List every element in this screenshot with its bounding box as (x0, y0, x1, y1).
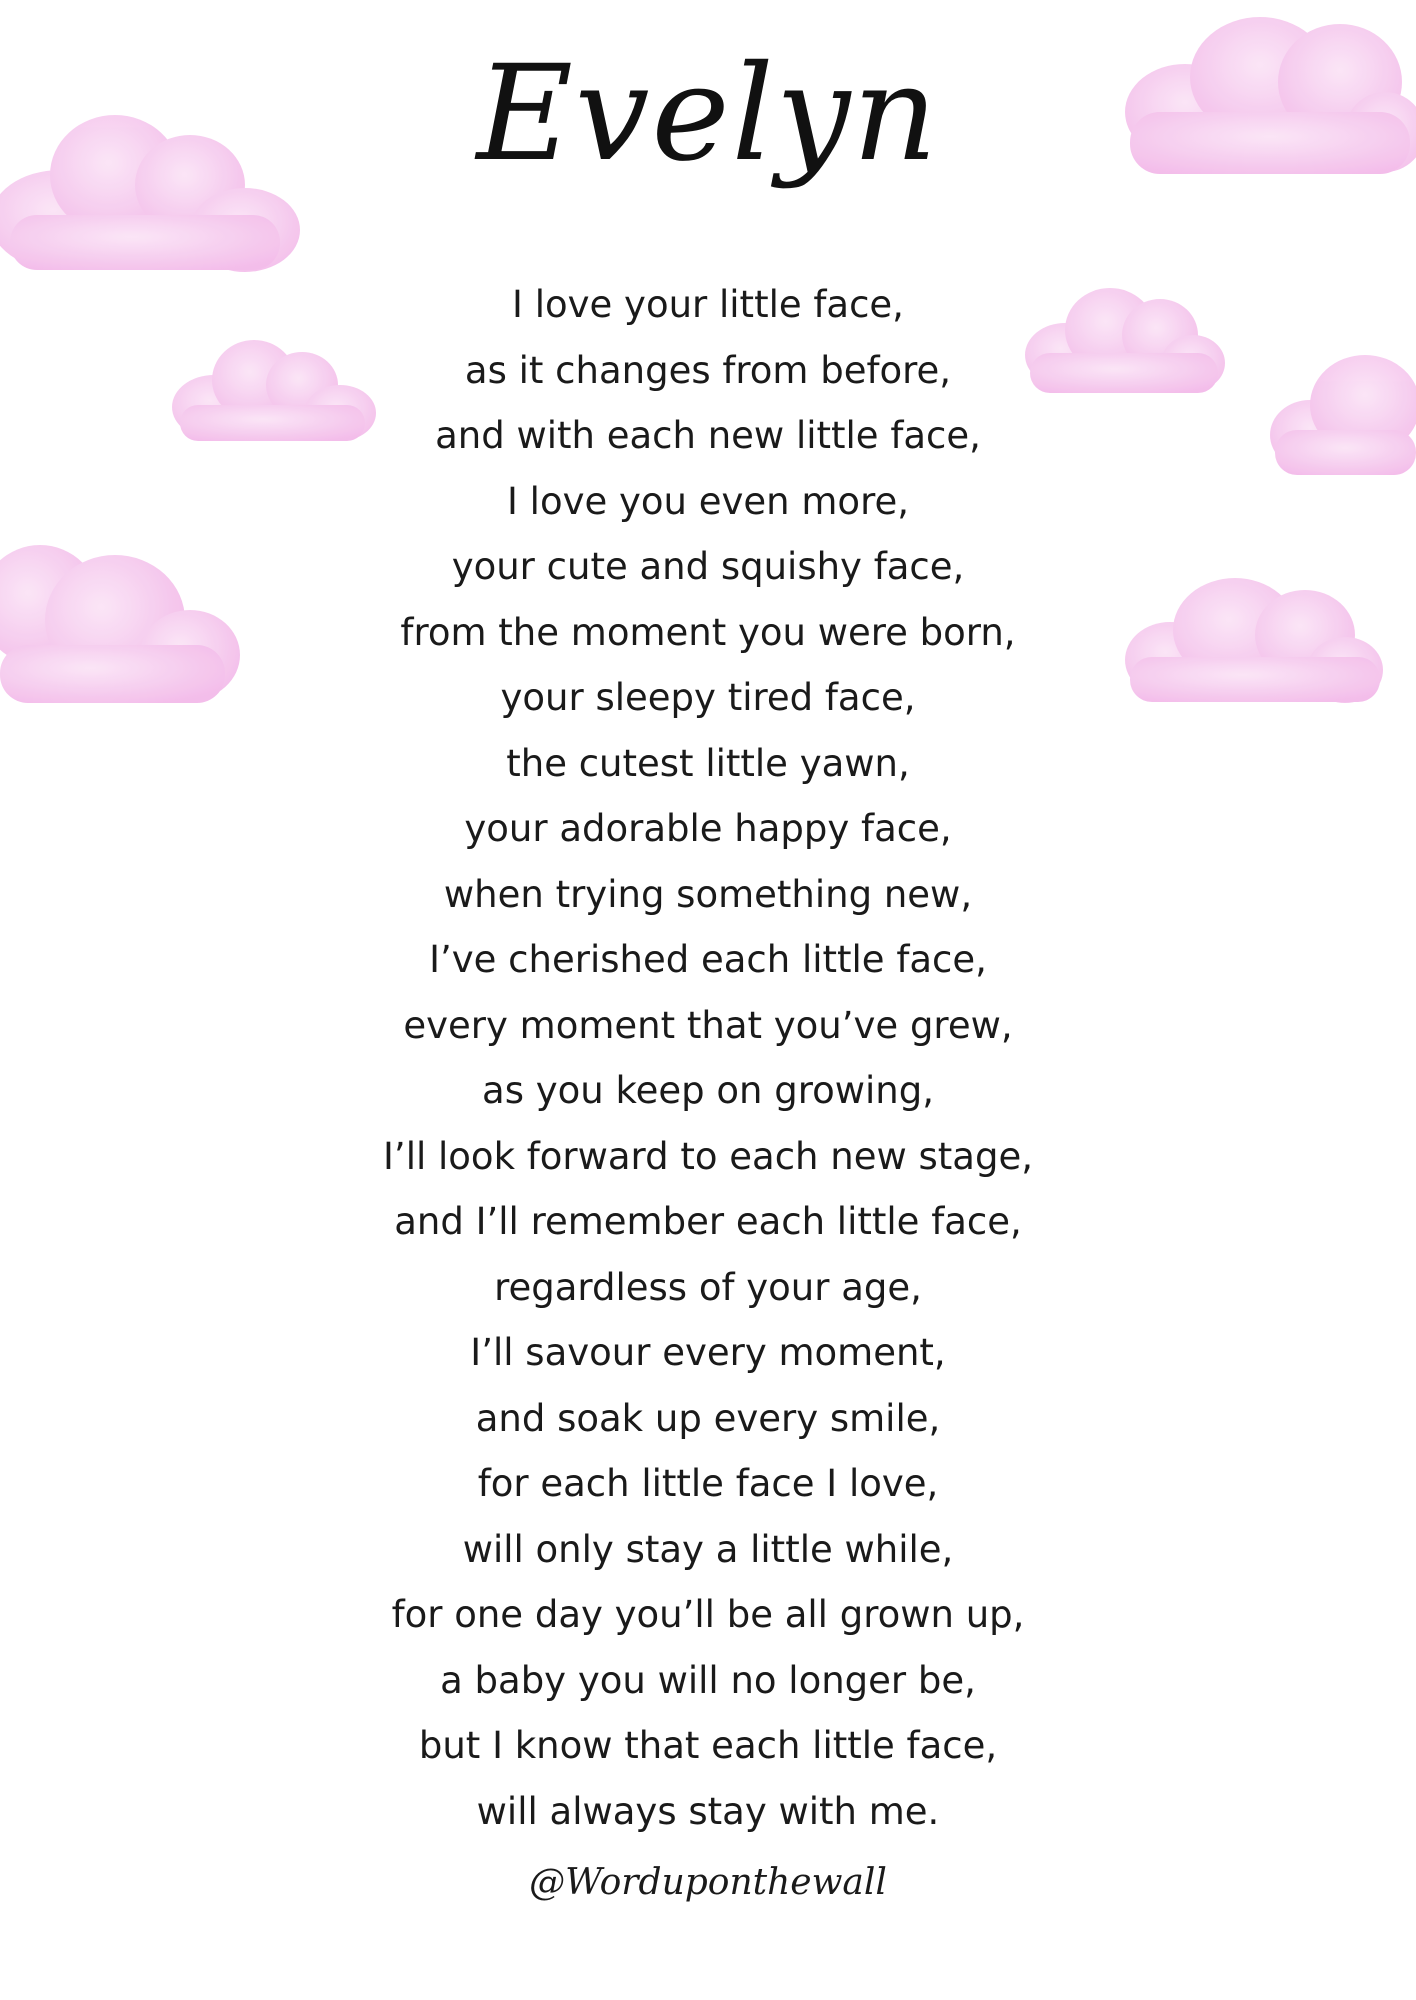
poem-line: and I’ll remember each little face, (394, 1200, 1022, 1243)
author-handle: @Worduponthewall (529, 1862, 887, 1903)
poem-line: I’ll savour every moment, (470, 1331, 946, 1374)
poem-line: your cute and squishy face, (451, 545, 965, 588)
poem-line: from the moment you were born, (400, 610, 1016, 654)
poem-line: as it changes from before, (464, 348, 952, 392)
poem-line: as you keep on growing, (482, 1069, 934, 1112)
poem-line: a baby you will no longer be, (440, 1658, 976, 1702)
poem-line: your adorable happy face, (464, 807, 952, 850)
poem-line: but I know that each little face, (418, 1724, 998, 1767)
poem-line: your sleepy tired face, (500, 676, 916, 719)
poem-line: and with each new little face, (435, 414, 981, 457)
poem-line: for one day you’ll be all grown up, (391, 1593, 1025, 1636)
poem-line: I’ll look forward to each new stage, (383, 1134, 1033, 1178)
poem-line: and soak up every smile, (475, 1396, 941, 1440)
poem-line: for each little face I love, (477, 1462, 939, 1505)
poem-line: every moment that you’ve grew, (403, 1003, 1013, 1047)
poem-line: the cutest little yawn, (506, 741, 910, 785)
poem-line: I love your little face, (512, 283, 904, 326)
poem-line: will only stay a little while, (462, 1527, 954, 1571)
poem-line: I’ve cherished each little face, (429, 938, 987, 981)
poem-line: when trying something new, (443, 872, 973, 916)
poem-line: I love you even more, (507, 479, 909, 523)
poem-line: regardless of your age, (494, 1265, 922, 1309)
poem-line: will always stay with me. (476, 1789, 940, 1833)
poem-body (0, 272, 1416, 1844)
page-title: Evelyn (476, 37, 940, 191)
